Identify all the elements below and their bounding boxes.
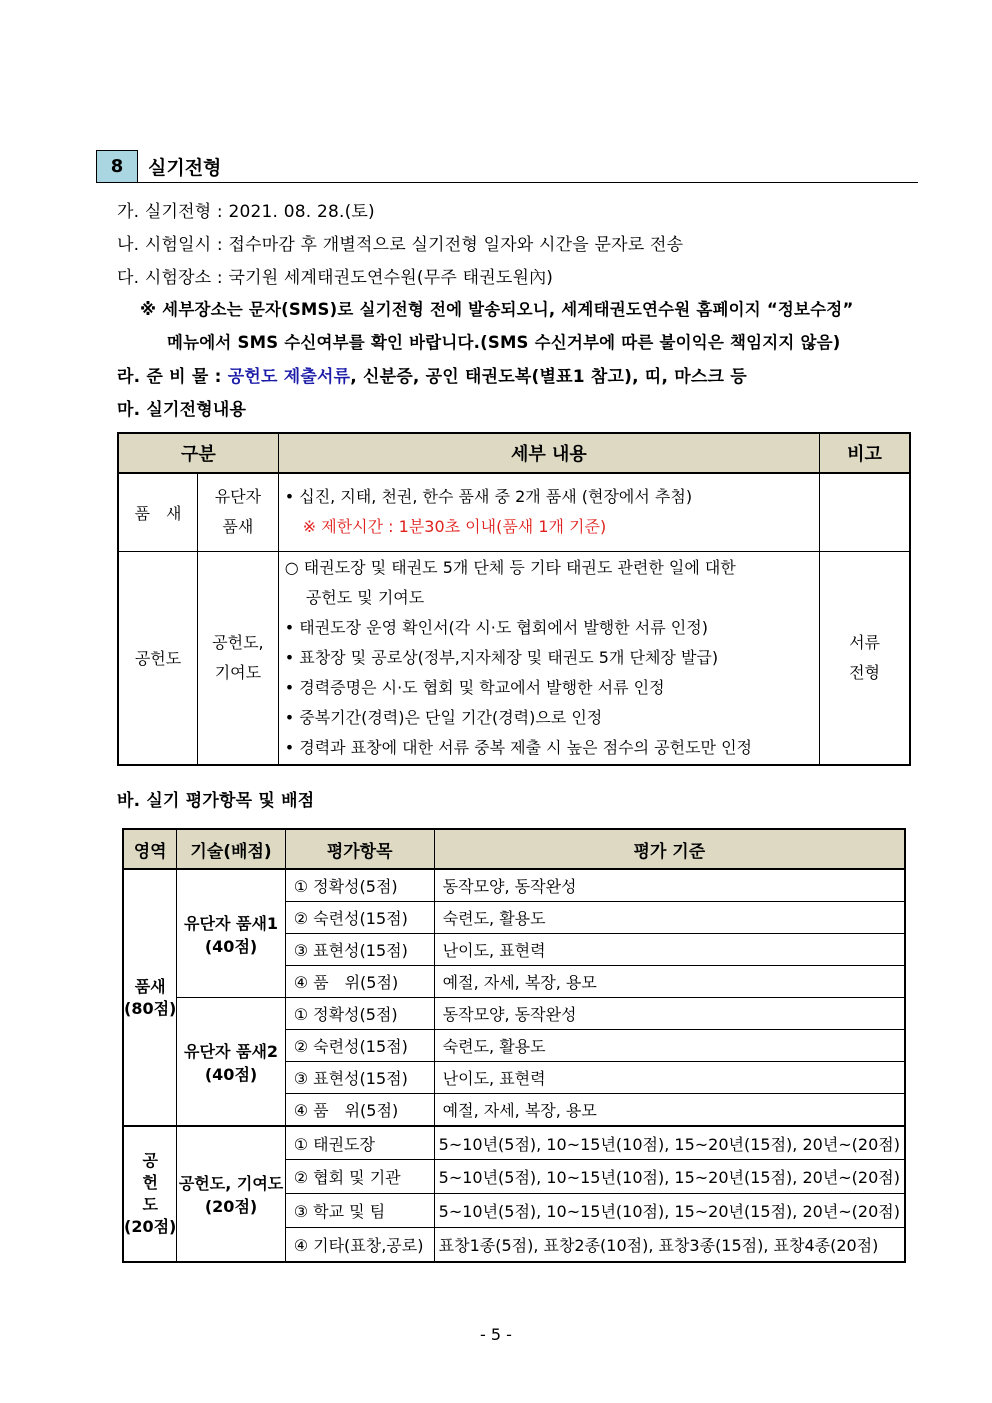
- row2-detail-line: • 경력증명은 시·도 협회 및 학교에서 발행한 서류 인정: [284, 677, 665, 697]
- section-number: 8: [96, 150, 138, 182]
- eval-item: ③ 표현성(15점): [285, 934, 434, 966]
- area-poomsae-line1: 품새: [134, 976, 166, 996]
- header-skill: 기술(배점): [177, 829, 285, 869]
- group-poomsae2: [177, 998, 285, 1127]
- item-ra: [117, 362, 747, 387]
- item-ma: 마. 실기전형내용: [117, 400, 247, 420]
- area-contribution-line: 공: [142, 1150, 158, 1170]
- group-poomsae1-line1: 유단자 품새1: [184, 913, 279, 933]
- item-ra-suffix: , 신분증, 공인 태권도복(별표1 참고), 띠, 마스크 등: [350, 367, 747, 387]
- eval-criteria: 동작모양, 동작완성: [434, 869, 905, 902]
- page-number: - 5 -: [480, 1325, 512, 1344]
- eval-criteria: 5~10년(5점), 10~15년(10점), 15~20년(15점), 20년~(20점): [434, 1160, 905, 1194]
- exam-content-table: [117, 432, 911, 766]
- item-ra-highlight: 공헌도 제출서류: [227, 367, 351, 387]
- eval-item: ② 협회 및 기관: [285, 1160, 434, 1194]
- row1-detail-line2: ※ 제한시간 : 1분30초 이내(품새 1개 기준): [302, 517, 607, 537]
- row2-subcategory-line2: 기여도: [214, 662, 262, 682]
- area-contribution-line: (20점): [124, 1216, 177, 1236]
- header-detail: 세부 내용: [278, 433, 819, 473]
- row1-subcategory-line2: 품새: [222, 517, 254, 537]
- header-item: 평가항목: [285, 829, 434, 869]
- item-na: 나. 시험일시 : 접수마감 후 개별적으로 실기전형 일자와 시간을 문자로 전송: [117, 235, 684, 255]
- row2-category: 공헌도: [118, 551, 198, 765]
- area-contribution: [123, 1126, 177, 1262]
- row2-detail-line: • 태권도장 운영 확인서(각 시·도 협회에서 발행한 서류 인정): [284, 617, 708, 637]
- row2-note-line1: 서류: [849, 632, 880, 652]
- row2-detail-line: • 중복기간(경력)은 단일 기간(경력)으로 인정: [284, 707, 603, 727]
- row2-detail-line: ○ 태권도장 및 태권도 5개 단체 등 기타 태권도 관련한 일에 대한: [284, 557, 736, 577]
- eval-criteria: 난이도, 표현력: [434, 1062, 905, 1094]
- header-category: 구분: [118, 433, 278, 473]
- row1-detail: [278, 473, 819, 551]
- table-row: [118, 551, 910, 765]
- item-ga: 가. 실기전형 : 2021. 08. 28.(토): [117, 202, 375, 222]
- note-line-1: ※ 세부장소는 문자(SMS)로 실기전형 전에 발송되오니, 세계태권도연수원 홈페이지 “정보수정”: [140, 300, 854, 319]
- group-contribution-line2: (20점): [204, 1196, 258, 1216]
- eval-criteria: 숙련도, 활용도: [434, 1030, 905, 1062]
- table-header-row: [123, 829, 905, 869]
- eval-item: ④ 기타(표창,공로): [285, 1228, 434, 1262]
- group-poomsae2-line1: 유단자 품새2: [184, 1041, 279, 1061]
- eval-item: ③ 표현성(15점): [285, 1062, 434, 1094]
- eval-criteria: 예절, 자세, 복장, 용모: [434, 966, 905, 998]
- evaluation-table: [122, 828, 906, 1263]
- item-ba: 바. 실기 평가항목 및 배점: [117, 791, 315, 811]
- section-header: [96, 150, 918, 183]
- item-da: 다. 시험장소 : 국기원 세계태권도연수원(무주 태권도원內): [117, 268, 554, 288]
- row1-subcategory-line1: 유단자: [214, 487, 262, 507]
- section-title: 실기전형: [148, 156, 222, 179]
- area-contribution-line: 헌: [142, 1172, 158, 1192]
- eval-criteria: 5~10년(5점), 10~15년(10점), 15~20년(15점), 20년~(20점): [434, 1126, 905, 1160]
- eval-item: ④ 품 위(5점): [285, 966, 434, 998]
- row2-detail-line: • 경력과 표창에 대한 서류 중복 제출 시 높은 점수의 공헌도만 인정: [284, 737, 752, 757]
- table-header-row: [118, 433, 910, 473]
- eval-criteria: 숙련도, 활용도: [434, 902, 905, 934]
- table-row: [123, 869, 905, 902]
- table-row: [118, 473, 910, 551]
- header-area: 영역: [123, 829, 177, 869]
- row1-detail-line1: • 십진, 지태, 천권, 한수 품새 중 2개 품새 (현장에서 추첨): [284, 487, 693, 507]
- group-contribution-line1: 공헌도, 기여도: [178, 1173, 284, 1193]
- eval-item: ① 정확성(5점): [285, 869, 434, 902]
- eval-item: ① 태권도장: [285, 1126, 434, 1160]
- eval-criteria: 난이도, 표현력: [434, 934, 905, 966]
- table-row: [123, 1126, 905, 1160]
- group-poomsae1-line2: (40점): [204, 936, 258, 956]
- row1-subcategory: [198, 473, 279, 551]
- group-poomsae1: [177, 869, 285, 998]
- eval-item: ① 정확성(5점): [285, 998, 434, 1030]
- item-ra-prefix: 라. 준 비 물 :: [117, 367, 228, 387]
- area-poomsae: [123, 869, 177, 1126]
- row2-note-line2: 전형: [849, 662, 880, 682]
- row1-category: 품 새: [118, 473, 198, 551]
- row2-subcategory-line1: 공헌도,: [212, 632, 264, 652]
- area-poomsae-line2: (80점): [124, 998, 177, 1018]
- area-contribution-line: 도: [142, 1194, 158, 1214]
- eval-criteria: 동작모양, 동작완성: [434, 998, 905, 1030]
- table-row: [123, 998, 905, 1030]
- row2-detail: [278, 551, 819, 765]
- eval-item: ② 숙련성(15점): [285, 1030, 434, 1062]
- row2-detail-line: 공헌도 및 기여도: [284, 587, 425, 607]
- row1-note: [820, 473, 910, 551]
- eval-criteria: 표창1종(5점), 표창2종(10점), 표창3종(15점), 표창4종(20점): [434, 1228, 905, 1262]
- row2-detail-line: • 표창장 및 공로상(정부,지자체장 및 태권도 5개 단체장 발급): [284, 647, 719, 667]
- eval-item: ② 숙련성(15점): [285, 902, 434, 934]
- note-line-2: 메뉴에서 SMS 수신여부를 확인 바랍니다.(SMS 수신거부에 따른 불이익은 책임지지 않음): [167, 333, 841, 352]
- header-note: 비고: [820, 433, 910, 473]
- group-poomsae2-line2: (40점): [204, 1064, 258, 1084]
- eval-criteria: 5~10년(5점), 10~15년(10점), 15~20년(15점), 20년~(20점): [434, 1194, 905, 1228]
- row2-subcategory: [198, 551, 279, 765]
- eval-criteria: 예절, 자세, 복장, 용모: [434, 1094, 905, 1127]
- eval-item: ④ 품 위(5점): [285, 1094, 434, 1127]
- eval-item: ③ 학교 및 팀: [285, 1194, 434, 1228]
- row2-note: [820, 551, 910, 765]
- header-criteria: 평가 기준: [434, 829, 905, 869]
- group-contribution: [177, 1126, 285, 1262]
